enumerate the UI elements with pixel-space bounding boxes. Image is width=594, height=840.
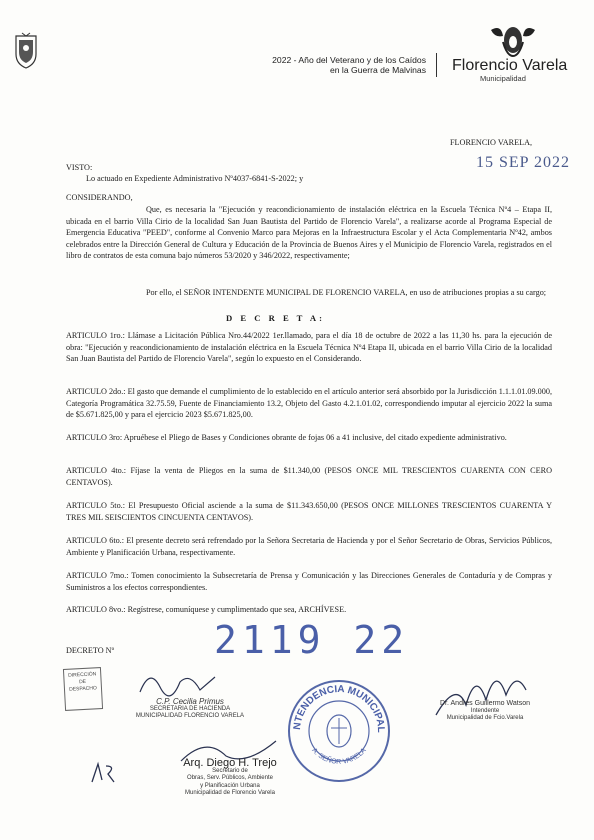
- svg-text:INTENDENCIA MUNICIPAL: [286, 678, 386, 733]
- sig-hacienda-block: [120, 698, 260, 721]
- visto-label: VISTO:: [66, 163, 93, 172]
- sig-obras-name: Arq. Diego H. Trejo: [183, 757, 277, 769]
- sig-obras-line3: y Planificación Urbana: [200, 782, 260, 789]
- florencio-varela-logo-icon: [481, 22, 545, 58]
- motto-line2: en la Guerra de Malvinas: [329, 65, 426, 75]
- considerando-paragraph-2: Por ello, el SEÑOR INTENDENTE MUNICIPAL DE FLORENCIO VARELA, en uso de atribuciones propias a su cargo;: [146, 288, 547, 297]
- motto: [272, 55, 426, 75]
- header-divider: [436, 53, 437, 77]
- article-6: ARTICULO 6to.: El presente decreto será refrendado por la Señora Secretaria de Hacienda y por el Señor Secretario de Obras, Servicios Públicos, Ambiente y Planificación Urbana, respectivamente.: [66, 536, 552, 557]
- motto-line1: 2022 - Año del Veterano y de los Caídos: [272, 55, 426, 65]
- logo-name: Florencio Varela: [452, 57, 568, 74]
- sig-obras-block: [170, 757, 290, 798]
- visto-text: Lo actuado en Expediente Administrativo Nº4037-6841-S-2022; y: [86, 174, 304, 183]
- date-stamp: 15 SEP 2022: [476, 154, 570, 171]
- considerando-label: CONSIDERANDO,: [66, 193, 133, 202]
- logo-subtitle: Municipalidad: [480, 74, 526, 83]
- municipal-seal-icon: [286, 678, 392, 784]
- article-5: ARTICULO 5to.: El Presupuesto Oficial asciende a la suma de $11.343.650,00 (PESOS ONCE MILLONES TRESCIENTOS CUARENTA Y TRES MIL SEISCIENTOS CINCUENTA CENTAVOS).: [66, 501, 552, 522]
- sig-obras-line4: Municipalidad de Florencio Varela: [185, 790, 275, 796]
- article-8: ARTICULO 8vo.: Regístrese, comuníquese y cumplimentado que sea, ARCHÍVESE.: [66, 605, 347, 614]
- sig-intendente-line1: Intendente: [470, 707, 500, 714]
- decreta-label: D E C R E T A:: [226, 313, 325, 323]
- initials-mark-icon: [88, 760, 118, 786]
- sig-hacienda-line1: SECRETARIA DE HACIENDA: [149, 705, 231, 712]
- sig-obras-line1: Secretario de: [212, 767, 248, 774]
- article-3: ARTICULO 3ro: Apruébese el Pliego de Bases y Condiciones obrante de fojas 06 a 41 inclusive, del citado expediente administrativo.: [66, 433, 507, 442]
- article-1: ARTICULO 1ro.: Llámase a Licitación Pública Nro.44/2022 1er.llamado, para el día 18 de octubre de 2022 a las 11,30 hs. para la ejecución de obra: "Ejecución y reacondicionamiento de instalación eléctrica en la Escuela Técnica Nº4 Etapa II, ubicada en el barrio Villa Cirio de la localidad San Juan Bautista del Partido de Florencio Varela", según lo expuesto en el Considerando.: [66, 331, 552, 364]
- place: FLORENCIO VARELA,: [450, 138, 533, 147]
- article-2: ARTICULO 2do.: El gasto que demande el cumplimiento de lo establecido en el artículo anterior será absorbido por la Jurisdicción 1.1.1.01.09.000, Categoría Programática 32.75.59, Fuente de Financiamiento 13.2, Objeto del Gasto 4.2.1.01.02, correspondiendo imputar al ejercicio 2022 la suma de $5.671.825,00 y para el ejercicio 2023 $5.671.825,00.: [66, 387, 552, 420]
- sig-obras-line2: Obras, Serv. Públicos, Ambiente: [187, 775, 273, 781]
- municipal-crest-icon: [14, 32, 38, 70]
- seal-text: NTENDENCIA MUNICIPAL: [291, 683, 387, 733]
- decreto-number: 2119 22: [214, 618, 410, 662]
- seal-bottom-text: A. SEÑOR VARELA: [310, 747, 368, 766]
- sig-intendente-name: Dr. Andrés Guillermo Watson: [440, 700, 530, 707]
- signature-hacienda-icon: [130, 662, 220, 702]
- considerando-paragraph-1: Que, es necesaria la "Ejecución y reacondicionamiento de instalación eléctrica en la Escuela Técnica Nº4 – Etapa II, ubicada en el barrio Villa Cirio de la localidad San Juan Bautista del Partido de Florencio Varela", a realizarse acorde al Programa Especial de Emergencia Educativa "PEED", conforme al Convenio Marco para Mejoras en la Infraestructura Escolar y el Acta Complementaria Nº42, ambos celebrados entre la Dirección General de Cultura y Educación de la Provincia de Buenos Aires y el Municipio de Florencio Varela, registrados en el libro de contratos de esta comuna bajo números 53/2020 y 346/2022, respectivamente;: [66, 205, 552, 261]
- sig-hacienda-name: C.P. Cecilia Primus: [156, 697, 224, 706]
- sig-hacienda-line2: MUNICIPALIDAD FLORENCIO VARELA: [135, 713, 245, 719]
- article-4: ARTICULO 4to.: Fíjase la venta de Pliegos en la suma de $11.340,00 (PESOS ONCE MIL TRESCIENTOS CUARENTA CON CERO CENTAVOS).: [66, 466, 552, 487]
- article-7: ARTICULO 7mo.: Tomen conocimiento la Subsecretaría de Prensa y Comunicación y las Direcciones Generales de Contaduría y de Compras y Suministros a los efectos correspondientes.: [66, 571, 552, 592]
- svg-text:A. SEÑOR VARELA: [310, 747, 368, 766]
- sig-intendente-line2: Municipalidad de Fcio.Varela: [446, 715, 524, 721]
- despacho-stamp: DIRECCIÓN DE DESPACHO: [63, 667, 103, 711]
- decreto-label: DECRETO Nº: [66, 646, 115, 655]
- sig-intendente-block: [420, 700, 550, 723]
